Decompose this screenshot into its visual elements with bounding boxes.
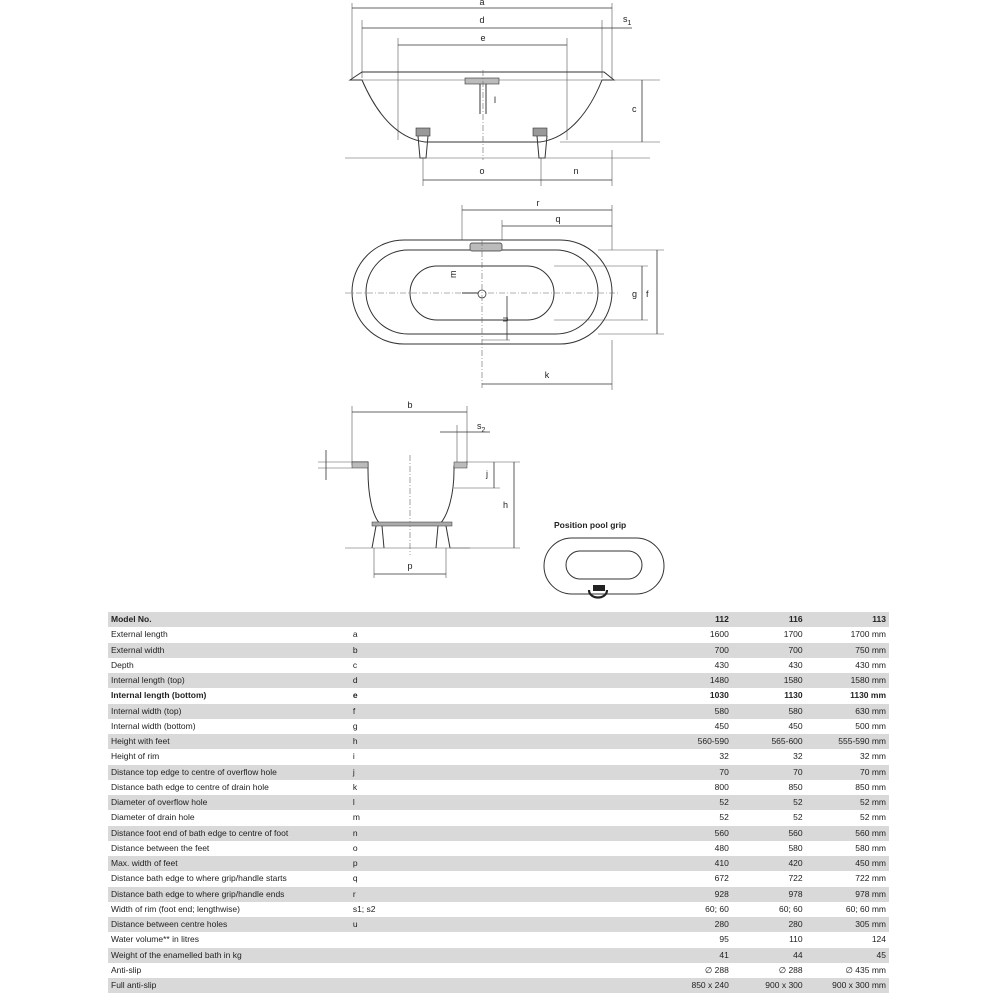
label-s1: $s_1$ xyxy=(623,14,632,27)
property-name-cell: Diameter of overflow hole xyxy=(108,795,350,810)
table-row xyxy=(108,704,889,719)
model-116-cell: 430 xyxy=(732,658,806,673)
model-113-cell: 560 mm xyxy=(806,826,889,841)
label-a: a xyxy=(479,0,485,7)
model-116-cell: 52 xyxy=(732,795,806,810)
property-name-cell: External width xyxy=(108,643,350,658)
model-113-cell: 305 mm xyxy=(806,917,889,932)
symbol-cell xyxy=(350,612,666,627)
label-r: r xyxy=(536,198,540,208)
table-row xyxy=(108,780,889,795)
model-116-cell: 116 xyxy=(732,612,806,627)
model-116-cell: 1580 xyxy=(732,673,806,688)
model-116-cell: 722 xyxy=(732,871,806,886)
model-112-cell: 95 xyxy=(665,932,731,947)
model-113-cell: 1580 mm xyxy=(806,673,889,688)
table-row xyxy=(108,932,889,947)
model-113-cell: 60; 60 mm xyxy=(806,902,889,917)
table-row xyxy=(108,948,889,963)
table-row xyxy=(108,719,889,734)
label-b: b xyxy=(407,400,413,410)
table-row xyxy=(108,856,889,871)
model-116-cell: 900 x 300 xyxy=(732,978,806,993)
pool-grip-title: Position pool grip xyxy=(554,520,627,530)
symbol-cell xyxy=(350,963,666,978)
model-113-cell: ∅ 435 mm xyxy=(806,963,889,978)
model-112-cell: 280 xyxy=(665,917,731,932)
property-name-cell: External length xyxy=(108,627,350,642)
model-116-cell: 60; 60 xyxy=(732,902,806,917)
table-row xyxy=(108,795,889,810)
model-116-cell: 850 xyxy=(732,780,806,795)
model-116-cell: 110 xyxy=(732,932,806,947)
model-112-cell: 410 xyxy=(665,856,731,871)
property-name-cell: Distance between the feet xyxy=(108,841,350,856)
property-name-cell: Model No. xyxy=(108,612,350,627)
model-116-cell: 70 xyxy=(732,765,806,780)
model-116-cell: 1700 xyxy=(732,627,806,642)
model-112-cell: 480 xyxy=(665,841,731,856)
model-113-cell: 430 mm xyxy=(806,658,889,673)
table-row xyxy=(108,917,889,932)
table-row xyxy=(108,643,889,658)
model-113-cell: 52 mm xyxy=(806,795,889,810)
table-row xyxy=(108,871,889,886)
model-116-cell: 580 xyxy=(732,841,806,856)
property-name-cell: Internal length (bottom) xyxy=(108,688,350,703)
model-116-cell: 565-600 xyxy=(732,734,806,749)
property-name-cell: Internal width (top) xyxy=(108,704,350,719)
model-112-cell: 580 xyxy=(665,704,731,719)
symbol-cell: c xyxy=(350,658,666,673)
symbol-cell: p xyxy=(350,856,666,871)
property-name-cell: Depth xyxy=(108,658,350,673)
property-name-cell: Height with feet xyxy=(108,734,350,749)
property-name-cell: Diameter of drain hole xyxy=(108,810,350,825)
property-name-cell: Internal length (top) xyxy=(108,673,350,688)
symbol-cell xyxy=(350,932,666,947)
model-112-cell: 60; 60 xyxy=(665,902,731,917)
model-112-cell: 52 xyxy=(665,810,731,825)
symbol-cell: o xyxy=(350,841,666,856)
property-name-cell: Distance top edge to centre of overflow hole xyxy=(108,765,350,780)
model-112-cell: 1030 xyxy=(665,688,731,703)
label-f: f xyxy=(646,289,649,299)
table-row xyxy=(108,963,889,978)
symbol-cell: l xyxy=(350,795,666,810)
property-name-cell: Distance bath edge to centre of drain hole xyxy=(108,780,350,795)
symbol-cell xyxy=(350,978,666,993)
model-113-cell: 124 xyxy=(806,932,889,947)
label-s2: $s_2$ xyxy=(477,421,486,434)
property-name-cell: Height of rim xyxy=(108,749,350,764)
label-k: k xyxy=(544,370,550,380)
model-112-cell: 672 xyxy=(665,871,731,886)
symbol-cell: i xyxy=(350,749,666,764)
model-116-cell: 580 xyxy=(732,704,806,719)
model-112-cell: 800 xyxy=(665,780,731,795)
model-116-cell: 44 xyxy=(732,948,806,963)
label-p: p xyxy=(407,561,413,571)
model-113-cell: 45 xyxy=(806,948,889,963)
model-116-cell: 1130 xyxy=(732,688,806,703)
model-113-cell: 500 mm xyxy=(806,719,889,734)
symbol-cell: f xyxy=(350,704,666,719)
model-112-cell: 32 xyxy=(665,749,731,764)
cross-section-drawing xyxy=(318,400,520,578)
model-113-cell: 52 mm xyxy=(806,810,889,825)
property-name-cell: Full anti-slip xyxy=(108,978,350,993)
property-name-cell: Distance foot end of bath edge to centre of foot xyxy=(108,826,350,841)
model-112-cell: 430 xyxy=(665,658,731,673)
model-112-cell: ∅ 288 xyxy=(665,963,731,978)
plan-view-drawing xyxy=(345,198,664,390)
table-header-row xyxy=(108,612,889,627)
table-row xyxy=(108,978,889,993)
model-112-cell: 41 xyxy=(665,948,731,963)
symbol-cell: k xyxy=(350,780,666,795)
table-row xyxy=(108,749,889,764)
model-113-cell: 978 mm xyxy=(806,887,889,902)
model-113-cell: 1700 mm xyxy=(806,627,889,642)
symbol-cell: u xyxy=(350,917,666,932)
symbol-cell: j xyxy=(350,765,666,780)
model-113-cell: 113 xyxy=(806,612,889,627)
symbol-cell: n xyxy=(350,826,666,841)
side-elevation-drawing xyxy=(345,0,660,186)
model-113-cell: 900 x 300 mm xyxy=(806,978,889,993)
table-row xyxy=(108,887,889,902)
model-113-cell: 722 mm xyxy=(806,871,889,886)
model-112-cell: 1480 xyxy=(665,673,731,688)
model-116-cell: 700 xyxy=(732,643,806,658)
property-name-cell: Distance bath edge to where grip/handle starts xyxy=(108,871,350,886)
label-j: j xyxy=(486,469,488,479)
symbol-cell: d xyxy=(350,673,666,688)
property-name-cell: Distance between centre holes xyxy=(108,917,350,932)
property-name-cell: Distance bath edge to where grip/handle ends xyxy=(108,887,350,902)
symbol-cell: h xyxy=(350,734,666,749)
model-116-cell: 450 xyxy=(732,719,806,734)
model-112-cell: 1600 xyxy=(665,627,731,642)
model-116-cell: ∅ 288 xyxy=(732,963,806,978)
label-q: q xyxy=(555,214,561,224)
symbol-cell xyxy=(350,948,666,963)
label-o: o xyxy=(479,166,485,176)
label-c: c xyxy=(632,104,637,114)
model-112-cell: 850 x 240 xyxy=(665,978,731,993)
model-113-cell: 580 mm xyxy=(806,841,889,856)
property-name-cell: Max. width of feet xyxy=(108,856,350,871)
model-116-cell: 560 xyxy=(732,826,806,841)
model-112-cell: 928 xyxy=(665,887,731,902)
label-n: n xyxy=(573,166,579,176)
model-116-cell: 280 xyxy=(732,917,806,932)
label-e: e xyxy=(480,33,486,43)
symbol-cell: e xyxy=(350,688,666,703)
table-row xyxy=(108,765,889,780)
property-name-cell: Water volume** in litres xyxy=(108,932,350,947)
symbol-cell: b xyxy=(350,643,666,658)
table-row xyxy=(108,658,889,673)
label-m: m xyxy=(448,270,458,278)
model-112-cell: 112 xyxy=(665,612,731,627)
property-name-cell: Weight of the enamelled bath in kg xyxy=(108,948,350,963)
spec-table xyxy=(108,612,889,993)
model-116-cell: 32 xyxy=(732,749,806,764)
model-116-cell: 420 xyxy=(732,856,806,871)
table-row xyxy=(108,826,889,841)
label-g: g xyxy=(632,289,638,299)
model-112-cell: 70 xyxy=(665,765,731,780)
table-row xyxy=(108,688,889,703)
table-row xyxy=(108,902,889,917)
model-112-cell: 52 xyxy=(665,795,731,810)
label-h: h xyxy=(503,500,509,510)
label-l: l xyxy=(494,95,496,105)
table-row xyxy=(108,810,889,825)
property-name-cell: Internal width (bottom) xyxy=(108,719,350,734)
model-113-cell: 70 mm xyxy=(806,765,889,780)
symbol-cell: r xyxy=(350,887,666,902)
model-116-cell: 52 xyxy=(732,810,806,825)
label-u: u xyxy=(500,316,510,322)
model-112-cell: 560-590 xyxy=(665,734,731,749)
property-name-cell: Width of rim (foot end; lengthwise) xyxy=(108,902,350,917)
symbol-cell: s1; s2 xyxy=(350,902,666,917)
symbol-cell: m xyxy=(350,810,666,825)
model-113-cell: 555-590 mm xyxy=(806,734,889,749)
pool-grip-drawing xyxy=(544,538,664,598)
table-row xyxy=(108,627,889,642)
symbol-cell: q xyxy=(350,871,666,886)
table-row xyxy=(108,673,889,688)
model-112-cell: 450 xyxy=(665,719,731,734)
symbol-cell: a xyxy=(350,627,666,642)
model-113-cell: 750 mm xyxy=(806,643,889,658)
symbol-cell: g xyxy=(350,719,666,734)
model-113-cell: 850 mm xyxy=(806,780,889,795)
model-113-cell: 32 mm xyxy=(806,749,889,764)
model-113-cell: 450 mm xyxy=(806,856,889,871)
label-d: d xyxy=(479,15,485,25)
property-name-cell: Anti-slip xyxy=(108,963,350,978)
model-113-cell: 630 mm xyxy=(806,704,889,719)
model-112-cell: 560 xyxy=(665,826,731,841)
model-113-cell: 1130 mm xyxy=(806,688,889,703)
model-112-cell: 700 xyxy=(665,643,731,658)
table-row xyxy=(108,841,889,856)
table-row xyxy=(108,734,889,749)
model-116-cell: 978 xyxy=(732,887,806,902)
